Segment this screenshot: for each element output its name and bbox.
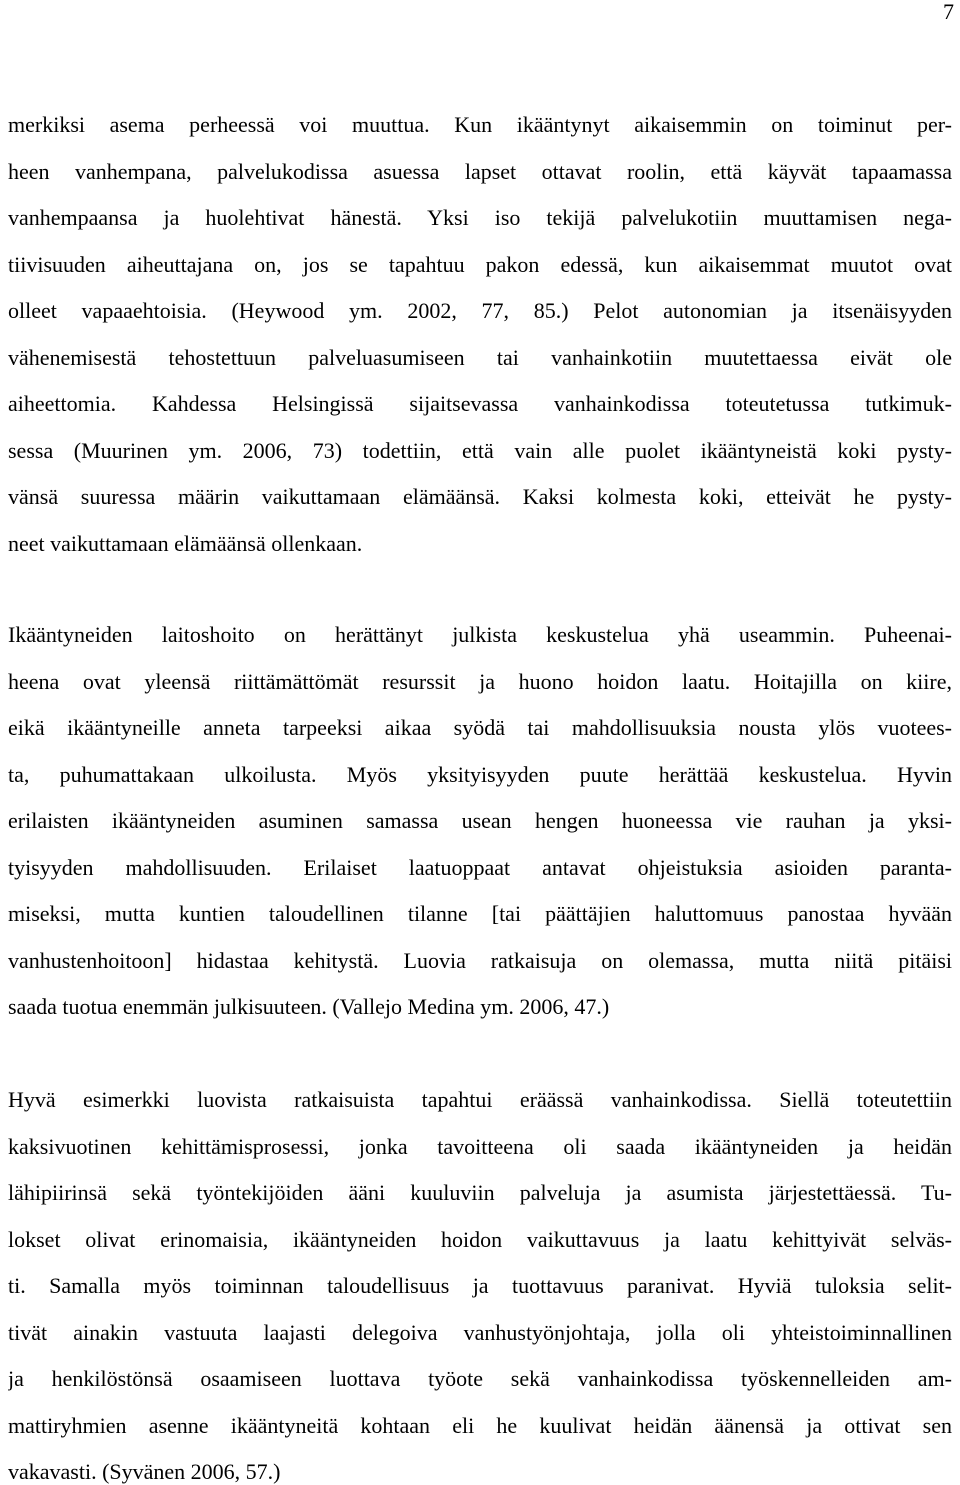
text-line: ja henkilöstönsä osaamiseen luottava työote sekä vanhainkodissa työskennelleiden am- bbox=[8, 1367, 952, 1391]
text-line: miseksi, mutta kuntien taloudellinen tilanne [tai päättäjien haluttomuus panostaa hyvään bbox=[8, 902, 952, 926]
text-line: mattiryhmien asenne ikääntyneitä kohtaan eli he kuulivat heidän äänensä ja ottivat sen bbox=[8, 1413, 952, 1438]
text-line: merkiksi asema perheessä voi muuttua. Kun ikääntynyt aikaisemmin on toiminut per- bbox=[8, 113, 952, 137]
text-line: tyisyyden mahdollisuuden. Erilaiset laatuoppaat antavat ohjeistuksia asioiden paranta- bbox=[8, 855, 952, 880]
text-line: neet vaikuttamaan elämäänsä ollenkaan. bbox=[8, 531, 363, 556]
text-line: heena ovat yleensä riittämättömät resurssit ja huono hoidon laatu. Hoitajilla on kiire, bbox=[8, 669, 952, 694]
text-line: ti. Samalla myös toiminnan taloudellisuus ja tuottavuus paranivat. Hyviä tuloksia selit- bbox=[8, 1274, 952, 1298]
text-line: tivät ainakin vastuuta laajasti delegoiva vanhustyönjohtaja, jolla oli yhteistoiminnallinen bbox=[8, 1320, 952, 1345]
text-line: vakavasti. (Syvänen 2006, 57.) bbox=[8, 1460, 281, 1484]
text-line: Hyvä esimerkki luovista ratkaisuista tapahtui eräässä vanhainkodissa. Siellä toteutettiin bbox=[8, 1088, 952, 1112]
paragraph-3 bbox=[8, 1088, 952, 1484]
page-number: 7 bbox=[943, 0, 954, 24]
text-line: saada tuotua enemmän julkisuuteen. (Vallejo Medina ym. 2006, 47.) bbox=[8, 995, 610, 1019]
text-line: tiivisuuden aiheuttajana on, jos se tapahtuu pakon edessä, kun aikaisemmat muutot ovat bbox=[8, 252, 952, 277]
text-line: sessa (Muurinen ym. 2006, 73) todettiin, että vain alle puolet ikääntyneistä koki pysty- bbox=[8, 438, 952, 463]
text-line: erilaisten ikääntyneiden asuminen samassa usean hengen huoneessa vie rauhan ja yksi- bbox=[8, 809, 952, 833]
text-line: eikä ikääntyneille anneta tarpeeksi aikaa syödä tai mahdollisuuksia nousta ylös vuotees- bbox=[8, 716, 952, 740]
text-line: lokset olivat erinomaisia, ikääntyneiden hoidon vaikuttavuus ja laatu kehittyivät selväs- bbox=[8, 1227, 952, 1252]
text-line: heen vanhempana, palvelukodissa asuessa lapset ottavat roolin, että käyvät tapaamassa bbox=[8, 159, 952, 184]
text-line: Ikääntyneiden laitoshoito on herättänyt julkista keskustelua yhä useammin. Puheenai- bbox=[8, 623, 952, 647]
paragraph-1 bbox=[8, 113, 952, 556]
text-line: vähenemisestä tehostettuun palveluasumiseen tai vanhainkotiin muutettaessa eivät ole bbox=[8, 345, 952, 370]
text-line: vänsä suuressa määrin vaikuttamaan elämäänsä. Kaksi kolmesta koki, etteivät he pysty- bbox=[8, 485, 952, 509]
text-line: vanhempaansa ja huolehtivat hänestä. Yksi iso tekijä palvelukotiin muuttamisen nega- bbox=[8, 206, 952, 230]
text-line: olleet vapaaehtoisia. (Heywood ym. 2002, 77, 85.) Pelot autonomian ja itsenäisyyden bbox=[8, 299, 952, 323]
text-line: aiheettomia. Kahdessa Helsingissä sijaitsevassa vanhainkodissa toteutetussa tutkimuk- bbox=[8, 392, 952, 416]
paragraph-2 bbox=[8, 623, 952, 1019]
text-line: kaksivuotinen kehittämisprosessi, jonka tavoitteena oli saada ikääntyneiden ja heidän bbox=[8, 1134, 952, 1159]
text-line: ta, puhumattakaan ulkoilusta. Myös yksityisyyden puute herättää keskustelua. Hyvin bbox=[8, 762, 952, 787]
text-line: lähipiirinsä sekä työntekijöiden ääni kuuluviin palveluja ja asumista järjestettäessä. Tu- bbox=[8, 1181, 952, 1205]
text-line: vanhustenhoitoon] hidastaa kehitystä. Luovia ratkaisuja on olemassa, mutta niitä pitäisi bbox=[8, 948, 952, 973]
